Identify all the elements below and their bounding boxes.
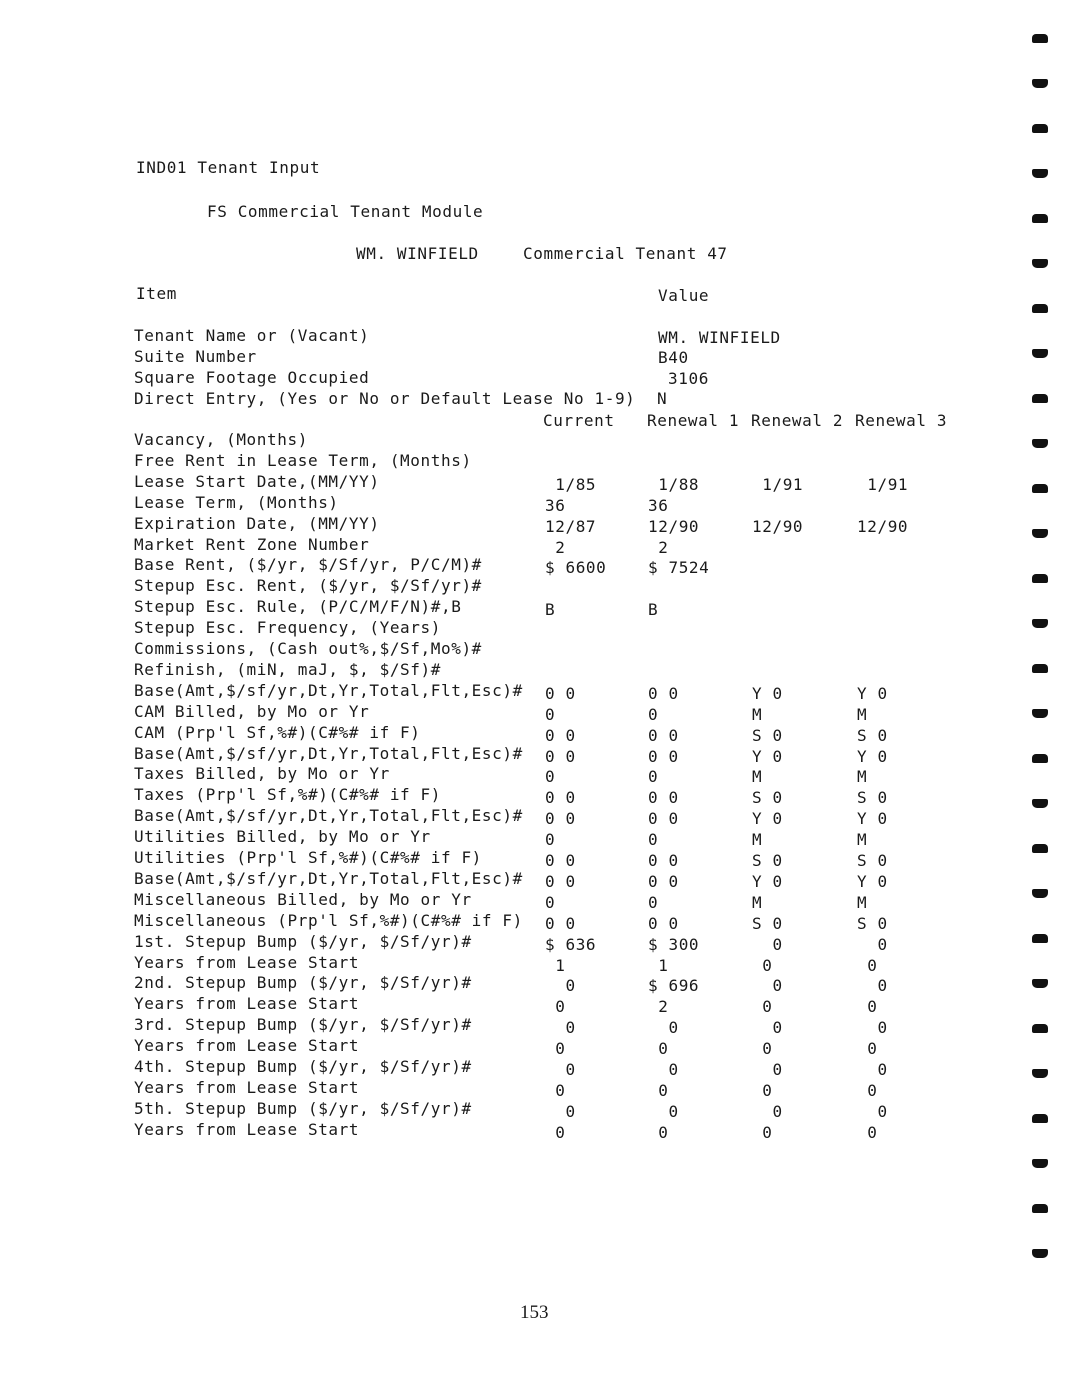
row-cell-col-1: 0 0 [545,809,576,828]
row-cell-col-2: 1/88 [648,475,700,494]
row-cell-col-2: $ 696 [648,976,700,995]
row-cell-col-4: 0 [857,1081,878,1100]
row-cell-col-2: 0 [648,1123,669,1142]
binding-hole [1032,34,1048,43]
row-cell-col-1: 0 [545,1060,576,1079]
row-cell-col-2: 1 [648,956,669,975]
row-cell-col-4: 0 [857,1018,888,1037]
row-label: Years from Lease Start [134,953,360,972]
row-cell-col-2: 0 [648,767,659,786]
binding-hole [1032,529,1048,538]
binding-hole [1032,1249,1048,1258]
row-cell-col-3: M [752,767,763,786]
row-label: Stepup Esc. Rent, ($/yr, $/Sf/yr)# [134,576,482,595]
binding-hole [1032,754,1048,763]
row-cell-col-1: 12/87 [545,517,597,536]
binding-hole [1032,799,1048,808]
row-cell-col-2: 0 0 [648,726,679,745]
row-cell-col-4: 0 [857,997,878,1016]
row-label: Base(Amt,$/sf/yr,Dt,Yr,Total,Flt,Esc)# [134,681,523,700]
tenant-name-value: WM. WINFIELD [658,328,781,347]
row-cell-col-4: 0 [857,976,888,995]
row-cell-col-2: 0 0 [648,747,679,766]
row-label: Stepup Esc. Frequency, (Years) [134,618,441,637]
row-label: Base(Amt,$/sf/yr,Dt,Yr,Total,Flt,Esc)# [134,869,523,888]
row-label: 3rd. Stepup Bump ($/yr, $/Sf/yr)# [134,1015,472,1034]
row-cell-col-2: 0 [648,1081,669,1100]
binding-hole [1032,1204,1048,1213]
row-cell-col-4: M [857,767,868,786]
row-cell-col-1: 0 0 [545,747,576,766]
row-cell-col-1: 0 [545,1102,576,1121]
row-cell-col-2: 0 [648,1102,679,1121]
row-cell-col-4: M [857,705,868,724]
row-cell-col-1: 0 [545,1039,566,1058]
row-cell-col-4: Y 0 [857,872,888,891]
row-cell-col-4: M [857,893,868,912]
binding-hole [1032,124,1048,133]
binding-hole [1032,169,1048,178]
row-cell-col-4: M [857,830,868,849]
row-cell-col-4: S 0 [857,788,888,807]
row-cell-col-4: Y 0 [857,684,888,703]
row-cell-col-3: S 0 [752,788,783,807]
binding-hole [1032,574,1048,583]
row-cell-col-4: 12/90 [857,517,909,536]
report-id: IND01 Tenant Input [136,158,321,177]
row-cell-col-1: 1/85 [545,475,597,494]
row-cell-col-1: 0 0 [545,788,576,807]
row-cell-col-4: Y 0 [857,809,888,828]
sqft-label: Square Footage Occupied [134,368,370,387]
row-cell-col-1: $ 636 [545,935,597,954]
row-label: Base(Amt,$/sf/yr,Dt,Yr,Total,Flt,Esc)# [134,806,523,825]
row-cell-col-2: B [648,600,659,619]
binding-hole [1032,439,1048,448]
row-cell-col-3: Y 0 [752,872,783,891]
row-label: Free Rent in Lease Term, (Months) [134,451,472,470]
row-label: CAM (Prp'l Sf,%#)(C#%# if F) [134,723,421,742]
binding-hole [1032,1069,1048,1078]
value-column-header: Value [658,286,710,305]
row-cell-col-2: 0 0 [648,851,679,870]
suite-label: Suite Number [134,347,257,366]
row-label: Years from Lease Start [134,1036,360,1055]
row-cell-col-1: 2 [545,538,566,557]
row-label: Miscellaneous Billed, by Mo or Yr [134,890,472,909]
row-cell-col-3: 0 [752,1060,783,1079]
row-cell-col-1: 0 [545,997,566,1016]
row-cell-col-2: 0 0 [648,914,679,933]
row-label: Base Rent, ($/yr, $/Sf/yr, P/C/M)# [134,555,482,574]
row-cell-col-3: 0 [752,976,783,995]
binding-hole [1032,214,1048,223]
row-label: Utilities (Prp'l Sf,%#)(C#%# if F) [134,848,482,867]
row-cell-col-3: M [752,705,763,724]
tenant-name-label: Tenant Name or (Vacant) [134,326,370,345]
row-label: Years from Lease Start [134,994,360,1013]
binding-hole [1032,844,1048,853]
suite-value: B40 [658,348,689,367]
row-cell-col-4: 0 [857,1039,878,1058]
row-cell-col-2: 0 [648,830,659,849]
row-cell-col-1: 0 [545,705,556,724]
row-label: 4th. Stepup Bump ($/yr, $/Sf/yr)# [134,1057,472,1076]
row-cell-col-3: Y 0 [752,747,783,766]
direct-entry-value: N [657,389,668,408]
table-header-renewal-2: Renewal 2 [751,411,844,430]
row-cell-col-1: 0 [545,976,576,995]
row-cell-col-2: $ 7524 [648,558,710,577]
row-cell-col-3: 0 [752,1018,783,1037]
binding-hole [1032,394,1048,403]
table-header-current: Current [543,411,615,430]
row-cell-col-1: 0 [545,893,556,912]
row-cell-col-3: 0 [752,1102,783,1121]
row-label: Expiration Date, (MM/YY) [134,514,380,533]
row-cell-col-1: 0 [545,1123,566,1142]
row-label: CAM Billed, by Mo or Yr [134,702,370,721]
row-cell-col-1: 1 [545,956,566,975]
binding-hole [1032,1024,1048,1033]
row-cell-col-1: 0 [545,767,556,786]
binding-hole [1032,709,1048,718]
row-cell-col-3: S 0 [752,726,783,745]
row-label: Years from Lease Start [134,1120,360,1139]
binding-holes [1026,0,1066,1380]
row-cell-col-2: 0 [648,1018,679,1037]
binding-hole [1032,1114,1048,1123]
sqft-value: 3106 [668,369,709,388]
row-label: Utilities Billed, by Mo or Yr [134,827,431,846]
row-cell-col-1: B [545,600,556,619]
item-column-header: Item [136,284,177,303]
row-cell-col-2: 0 0 [648,872,679,891]
row-cell-col-2: 0 [648,1039,669,1058]
row-cell-col-3: 12/90 [752,517,804,536]
row-label: Lease Start Date,(MM/YY) [134,472,380,491]
row-cell-col-2: 0 0 [648,684,679,703]
row-label: Stepup Esc. Rule, (P/C/M/F/N)#,B [134,597,462,616]
row-cell-col-3: 0 [752,997,773,1016]
row-label: Years from Lease Start [134,1078,360,1097]
binding-hole [1032,979,1048,988]
row-cell-col-4: S 0 [857,726,888,745]
row-label: 5th. Stepup Bump ($/yr, $/Sf/yr)# [134,1099,472,1118]
row-cell-col-4: 1/91 [857,475,909,494]
row-cell-col-2: 0 0 [648,809,679,828]
row-cell-col-3: M [752,830,763,849]
module-title: FS Commercial Tenant Module [207,202,484,221]
row-cell-col-4: 0 [857,1060,888,1079]
row-cell-col-4: 0 [857,956,878,975]
row-cell-col-1: 0 0 [545,851,576,870]
direct-entry-label: Direct Entry, (Yes or No or Default Lease No 1-9) [134,389,636,408]
row-cell-col-3: 0 [752,1081,773,1100]
row-cell-col-3: M [752,893,763,912]
row-label: 1st. Stepup Bump ($/yr, $/Sf/yr)# [134,932,472,951]
row-cell-col-3: 0 [752,1123,773,1142]
table-header-renewal-3: Renewal 3 [855,411,948,430]
row-cell-col-2: 0 0 [648,788,679,807]
row-cell-col-2: 0 [648,893,659,912]
row-cell-col-4: Y 0 [857,747,888,766]
row-cell-col-4: 0 [857,935,888,954]
row-cell-col-1: 0 0 [545,684,576,703]
row-cell-col-4: S 0 [857,914,888,933]
row-cell-col-1: 0 0 [545,726,576,745]
row-label: Commissions, (Cash out%,$/Sf,Mo%)# [134,639,482,658]
row-cell-col-3: S 0 [752,851,783,870]
row-label: Base(Amt,$/sf/yr,Dt,Yr,Total,Flt,Esc)# [134,744,523,763]
row-label: Miscellaneous (Prp'l Sf,%#)(C#%# if F) [134,911,523,930]
row-label: Refinish, (miN, maJ, $, $/Sf)# [134,660,441,679]
row-label: Lease Term, (Months) [134,493,339,512]
tenant-header-name: WM. WINFIELD [356,244,479,263]
binding-hole [1032,484,1048,493]
row-label: Taxes Billed, by Mo or Yr [134,764,390,783]
row-cell-col-1: 0 [545,1018,576,1037]
row-cell-col-1: 0 [545,1081,566,1100]
row-cell-col-3: 0 [752,956,773,975]
binding-hole [1032,304,1048,313]
row-cell-col-2: 0 [648,705,659,724]
row-cell-col-4: 0 [857,1102,888,1121]
row-cell-col-2: 2 [648,997,669,1016]
row-cell-col-3: Y 0 [752,684,783,703]
binding-hole [1032,889,1048,898]
row-cell-col-1: 36 [545,496,566,515]
page-number: 153 [520,1302,549,1323]
row-cell-col-2: 0 [648,1060,679,1079]
row-cell-col-3: S 0 [752,914,783,933]
row-label: Taxes (Prp'l Sf,%#)(C#%# if F) [134,785,441,804]
binding-hole [1032,619,1048,628]
row-cell-col-3: 0 [752,935,783,954]
row-cell-col-2: 2 [648,538,669,557]
row-cell-col-3: 0 [752,1039,773,1058]
row-cell-col-1: 0 0 [545,872,576,891]
row-cell-col-2: 12/90 [648,517,700,536]
tenant-header-label: Commercial Tenant 47 [523,244,728,263]
row-label: 2nd. Stepup Bump ($/yr, $/Sf/yr)# [134,973,472,992]
binding-hole [1032,349,1048,358]
row-cell-col-1: $ 6600 [545,558,607,577]
row-cell-col-3: Y 0 [752,809,783,828]
row-cell-col-2: 36 [648,496,669,515]
row-cell-col-1: 0 0 [545,914,576,933]
row-label: Vacancy, (Months) [134,430,308,449]
row-cell-col-1: 0 [545,830,556,849]
table-header-renewal-1: Renewal 1 [647,411,740,430]
binding-hole [1032,934,1048,943]
row-cell-col-2: $ 300 [648,935,700,954]
binding-hole [1032,1159,1048,1168]
row-label: Market Rent Zone Number [134,535,370,554]
row-cell-col-4: S 0 [857,851,888,870]
binding-hole [1032,259,1048,268]
row-cell-col-4: 0 [857,1123,878,1142]
row-cell-col-3: 1/91 [752,475,804,494]
binding-hole [1032,79,1048,88]
binding-hole [1032,664,1048,673]
